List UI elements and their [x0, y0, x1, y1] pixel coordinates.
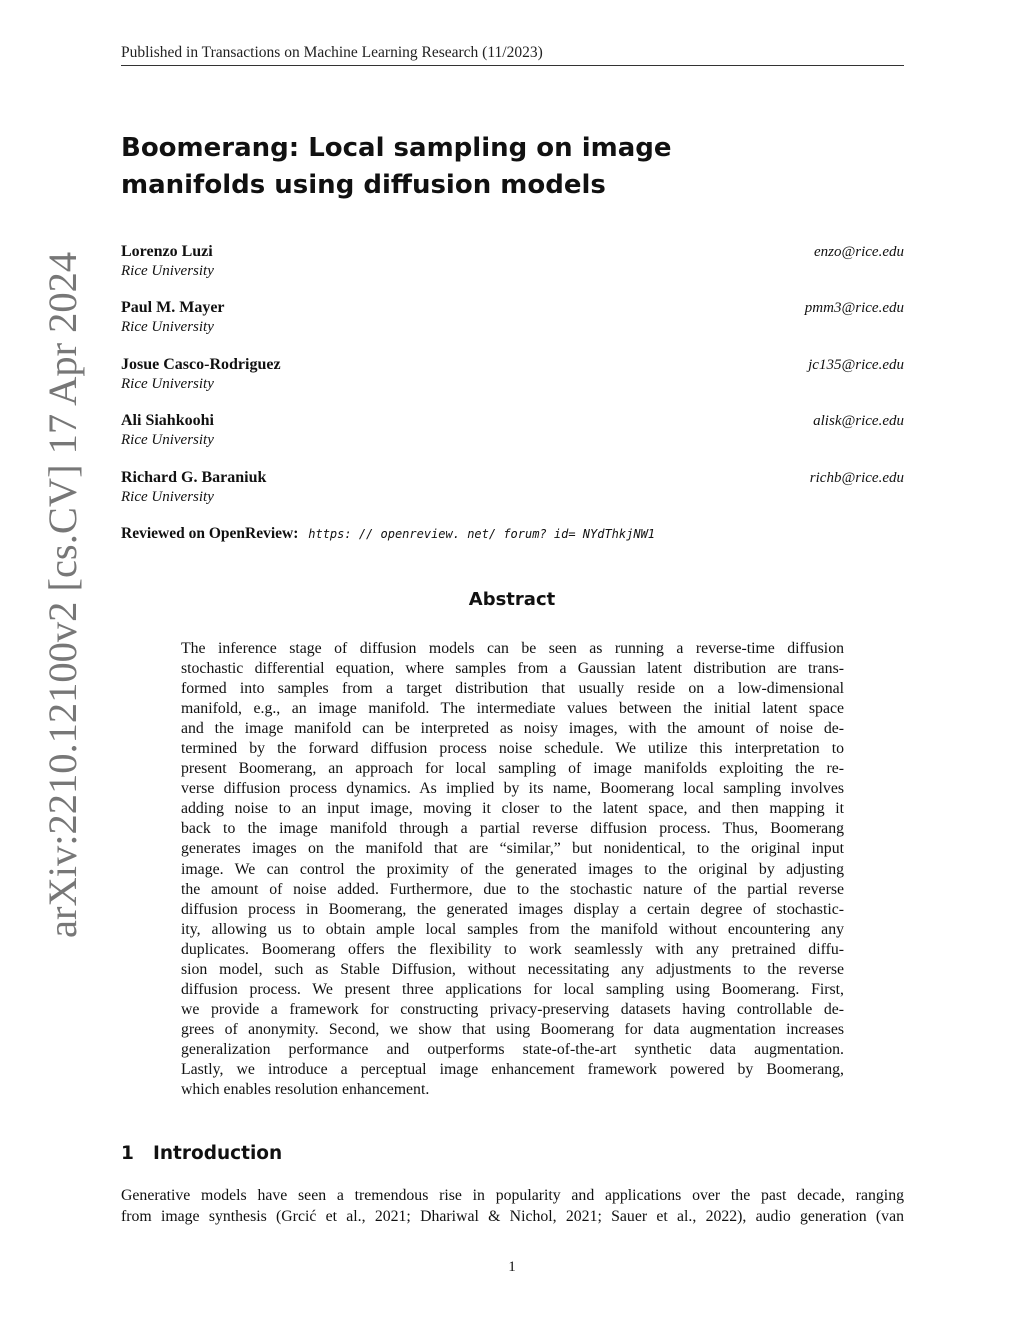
author-affiliation: Rice University	[121, 263, 214, 279]
openreview-link[interactable]: https: // openreview. net/ forum? id= NYdThkjNW1	[308, 527, 656, 541]
abstract-line: the amount of noise added. Furthermore, due to the stochastic nature of the partial reverse	[181, 880, 844, 898]
author-email[interactable]: pmm3@rice.edu	[804, 300, 904, 317]
abstract-line: sion model, such as Stable Diffusion, without necessitating any adjustments to the reverse	[181, 960, 844, 978]
abstract-line: we provide a framework for constructing privacy-preserving datasets having controllable de-	[181, 1000, 844, 1018]
abstract-line: back to the image manifold through a partial reverse diffusion process. Thus, Boomerang	[181, 820, 844, 838]
abstract-text	[181, 639, 844, 1100]
abstract-line: adding noise to an input image, moving it closer to the latent space, and then mapping it	[181, 800, 844, 818]
author-block	[121, 411, 904, 467]
abstract-line: diffusion process. We present three applications for local sampling using Boomerang. First,	[181, 980, 844, 998]
page-number: 1	[508, 1259, 516, 1275]
author-block	[121, 355, 904, 411]
review-line	[121, 524, 655, 544]
author-affiliation: Rice University	[121, 488, 214, 505]
section-title: Introduction	[153, 1143, 283, 1164]
author-email[interactable]: alisk@rice.edu	[813, 413, 904, 430]
author-affiliation: Rice University	[121, 319, 214, 336]
author-email[interactable]: jc135@rice.edu	[808, 356, 904, 373]
author-block	[121, 468, 904, 524]
abstract-line: and the image manifold can be interpreted as noisy images, with the amount of noise de-	[181, 720, 844, 738]
abstract-line: ity, allowing us to obtain ample local samples from the manifold without encountering any	[181, 920, 844, 938]
author-name: Lorenzo Luzi	[121, 243, 213, 260]
author-email[interactable]: enzo@rice.edu	[813, 244, 904, 260]
abstract-line: diffusion process in Boomerang, the generated images display a certain degree of stochastic-	[181, 900, 844, 918]
abstract-line: which enables resolution enhancement.	[181, 1081, 430, 1099]
section-number: 1	[121, 1143, 134, 1164]
author-name: Ali Siahkoohi	[121, 412, 214, 430]
arxiv-identifier-stamp[interactable]: arXiv:2210.12100v2 [cs.CV] 17 Apr 2024	[40, 251, 85, 938]
author-email[interactable]: richb@rice.edu	[809, 469, 904, 486]
abstract-line: verse diffusion process dynamics. As implied by its name, Boomerang local sampling involves	[181, 780, 844, 798]
introduction-text	[121, 1186, 904, 1227]
author-affiliation: Rice University	[121, 375, 214, 392]
author-block	[121, 242, 904, 298]
abstract-line: Lastly, we introduce a perceptual image enhancement framework powered by Boomerang,	[181, 1060, 844, 1078]
abstract-line: grees of anonymity. Second, we show that using Boomerang for data augmentation increases	[181, 1020, 844, 1038]
abstract-line: manifold, e.g., an image manifold. The intermediate values between the initial latent space	[181, 700, 844, 718]
author-affiliation: Rice University	[121, 432, 214, 449]
abstract-line: image. We can control the proximity of the generated images to the original by adjusting	[181, 860, 844, 878]
abstract-line: generalization performance and outperforms state-of-the-art synthetic data augmentation.	[181, 1040, 844, 1058]
author-name: Josue Casco-Rodriguez	[121, 355, 281, 373]
author-name: Richard G. Baraniuk	[121, 468, 267, 486]
author-name: Paul M. Mayer	[121, 299, 225, 317]
review-label: Reviewed on OpenReview:	[121, 525, 299, 542]
abstract-line: generates images on the manifold that are “similar,” but nonidentical, to the original input	[181, 840, 844, 858]
intro-line: Generative models have seen a tremendous rise in popularity and applications over the past decade, ranging	[121, 1187, 904, 1204]
intro-line: from image synthesis (Grcić et al., 2021; Dhariwal & Nichol, 2021; Sauer et al., 2022), audio generation (van	[121, 1207, 904, 1225]
abstract-line: present Boomerang, an approach for local sampling of image manifolds exploiting the re-	[181, 760, 844, 778]
abstract-line: formed into samples from a target distribution that usually reside on a low-dimensional	[181, 680, 844, 698]
abstract-line: stochastic differential equation, where samples from a Gaussian latent distribution are trans-	[181, 660, 844, 678]
paper-title-line-2: manifolds using diffusion models	[121, 170, 606, 200]
author-block	[121, 298, 904, 354]
abstract-line: The inference stage of diffusion models can be seen as running a reverse-time diffusion	[181, 640, 844, 657]
author-list	[121, 242, 904, 524]
abstract-heading: Abstract	[468, 589, 556, 610]
abstract-line: duplicates. Boomerang offers the flexibility to work seamlessly with any pretrained diffu-	[181, 940, 844, 958]
section-heading-introduction	[121, 1143, 282, 1165]
paper-title-line-1: Boomerang: Local sampling on image	[121, 133, 672, 163]
paper-title	[121, 130, 721, 204]
abstract-line: termined by the forward diffusion process noise schedule. We utilize this interpretation to	[181, 740, 844, 758]
running-header: Published in Transactions on Machine Learning Research (11/2023)	[121, 43, 904, 66]
